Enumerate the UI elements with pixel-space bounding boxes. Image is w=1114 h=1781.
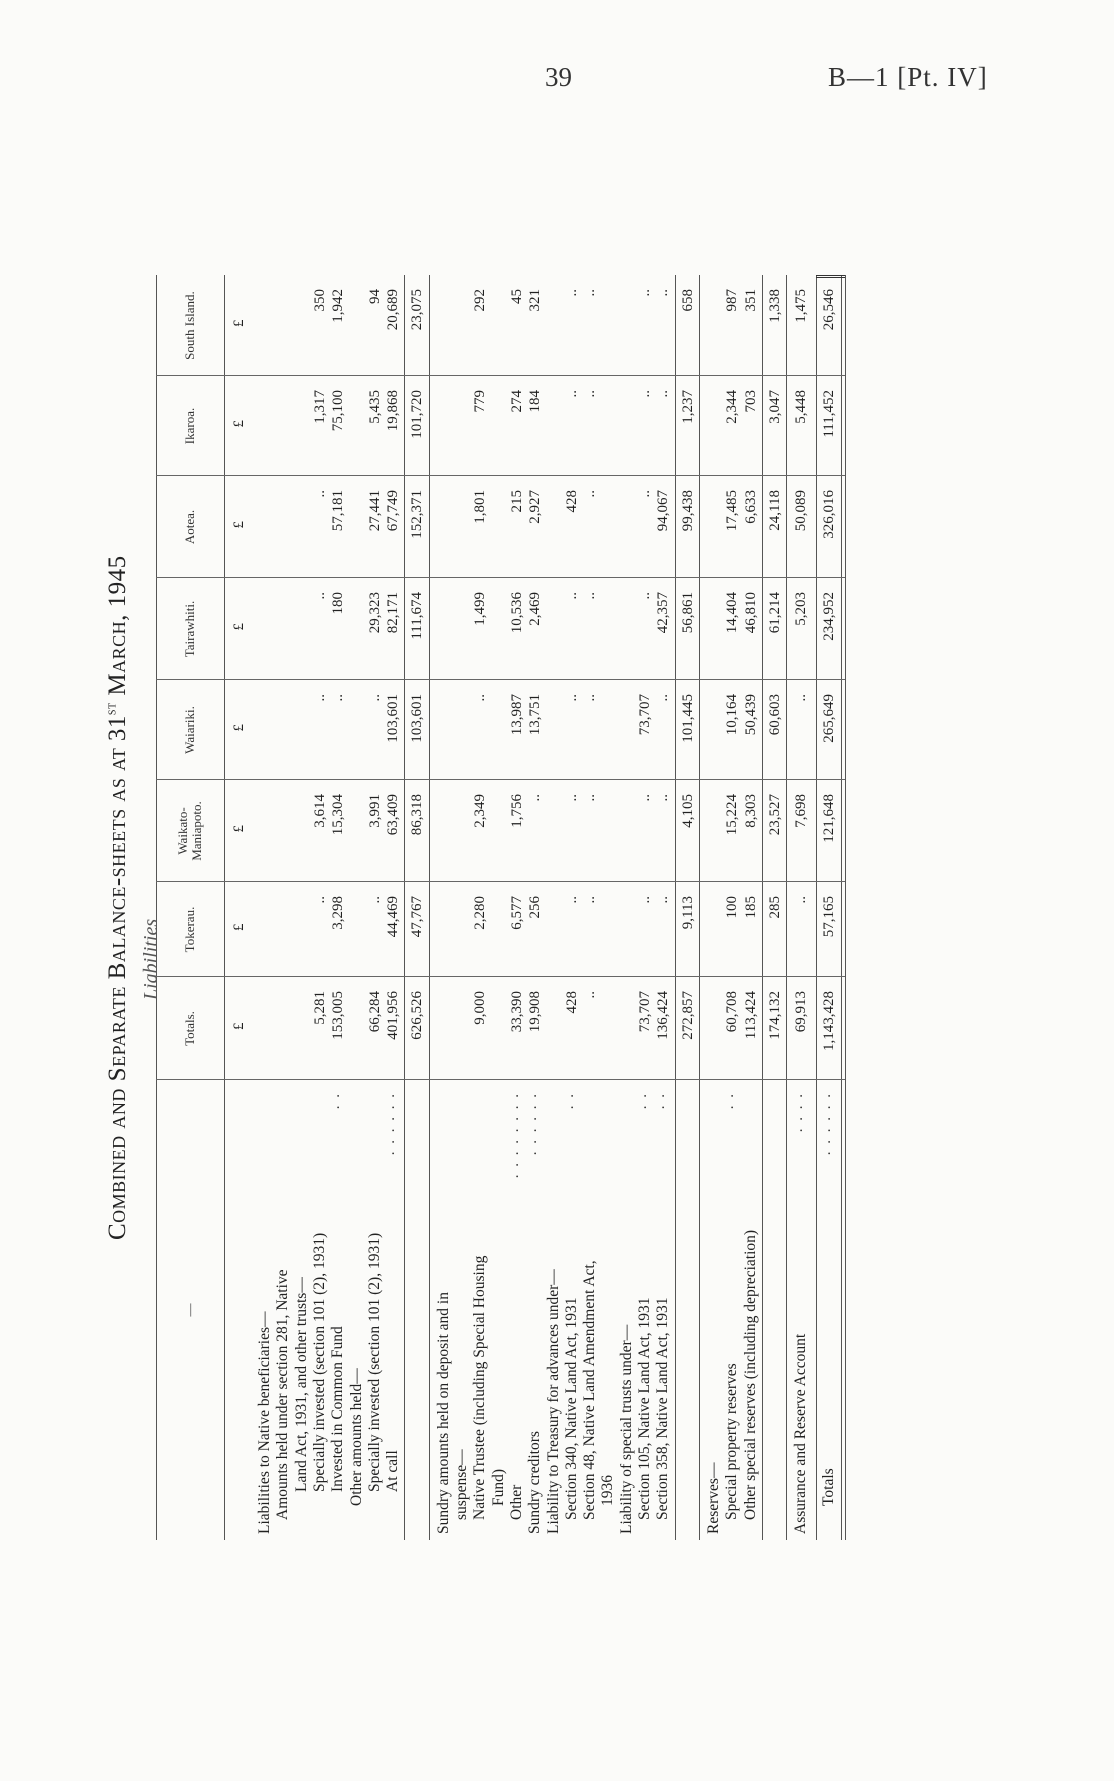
value-cell: ..	[655, 390, 672, 398]
column-rule	[156, 375, 845, 376]
value-cell: 136,424	[655, 991, 672, 1040]
value-cell: 428	[563, 991, 580, 1014]
row-label: suspense—	[453, 1449, 470, 1520]
value-cell: 73,707	[637, 694, 653, 736]
value-cell: ..	[366, 694, 383, 702]
leader-dots: . . . .	[790, 1092, 807, 1133]
value-cell: ..	[637, 490, 653, 498]
row-label: Native Trustee (including Special Housing	[471, 1255, 489, 1520]
subtotal-cell: 111,674	[409, 592, 426, 640]
total-cell: 234,952	[821, 592, 838, 641]
column-header: South Island.	[182, 291, 197, 360]
value-cell: ..	[582, 991, 599, 999]
value-cell: 57,181	[330, 490, 347, 532]
row-label: Assurance and Reserve Account	[792, 1333, 810, 1534]
value-cell: 1,317	[311, 390, 328, 424]
currency-symbol: £	[231, 521, 247, 529]
row-label: Sundry amounts held on deposit and in	[434, 1292, 452, 1534]
currency-symbol: £	[231, 923, 247, 931]
value-cell: 50,089	[793, 490, 810, 532]
column-header: Waikato-Maniapoto.	[175, 801, 204, 861]
value-cell: 351	[742, 289, 759, 312]
header-bottom-rule	[224, 275, 225, 1540]
subtotal-cell: 658	[679, 289, 696, 312]
value-cell: ..	[655, 896, 672, 904]
value-cell: ..	[655, 289, 672, 297]
currency-symbol: £	[231, 825, 247, 833]
value-cell: ..	[582, 390, 599, 398]
value-cell: ..	[582, 694, 599, 702]
value-cell: 14,404	[724, 592, 741, 634]
subtotal-cell: 56,861	[679, 592, 696, 634]
value-cell: ..	[793, 694, 810, 702]
value-cell: 5,448	[793, 390, 810, 424]
total-cell: 265,649	[821, 694, 838, 743]
subtotal-cell: 1,237	[679, 390, 696, 424]
subtotal-cell: 47,767	[409, 896, 426, 938]
rotated-balance-sheet	[82, 240, 982, 1540]
value-cell: 50,439	[742, 694, 759, 736]
subtotal-rule-bottom	[429, 275, 430, 1540]
subtotal-cell: 23,527	[766, 794, 783, 836]
column-header: Tairawhiti.	[182, 600, 197, 658]
value-cell: 19,908	[527, 991, 544, 1033]
value-cell: 15,224	[724, 794, 741, 836]
value-cell: 2,927	[527, 490, 544, 524]
subtotal-cell: 61,214	[766, 592, 783, 634]
value-cell: 33,390	[508, 991, 525, 1033]
value-cell: 46,810	[742, 592, 759, 634]
row-label: At call	[384, 1450, 402, 1492]
row-label: 1936	[599, 1475, 617, 1506]
value-cell: 7,698	[793, 794, 810, 828]
value-cell: ..	[637, 289, 653, 297]
subtotal-cell: 103,601	[409, 694, 426, 743]
total-cell: 121,648	[821, 794, 838, 843]
total-cell: 1,143,428	[821, 991, 838, 1051]
row-label: Other amounts held—	[347, 1368, 365, 1506]
value-cell: ..	[582, 490, 599, 498]
value-cell: 13,751	[527, 694, 544, 736]
value-cell: 69,913	[793, 991, 810, 1033]
row-label: Specially invested (section 101 (2), 1931)	[310, 1232, 328, 1492]
total-cell: 111,452	[821, 390, 838, 438]
total-cell: 26,546	[821, 289, 838, 331]
subtotal-cell: 86,318	[409, 794, 426, 836]
document-reference: B—1 [Pt. IV]	[828, 62, 988, 92]
value-cell: ..	[527, 794, 544, 802]
value-cell: 292	[472, 289, 489, 312]
subtotal-cell: 60,603	[766, 694, 783, 736]
value-cell: ..	[655, 694, 672, 702]
subtotal-rule	[404, 275, 405, 1540]
value-cell: 350	[311, 289, 328, 312]
column-rule	[156, 475, 845, 476]
value-cell: 100	[724, 896, 741, 919]
value-cell: 60,708	[724, 991, 741, 1033]
value-cell: ..	[330, 694, 347, 702]
value-cell: ..	[655, 794, 672, 802]
currency-symbol: £	[231, 319, 247, 327]
page-number: 39	[545, 62, 572, 92]
leader-dots: . . . . . .	[524, 1092, 541, 1156]
subtotal-cell: 1,338	[766, 289, 783, 323]
column-header: Tokerau.	[182, 906, 197, 953]
value-cell: 103,601	[385, 694, 402, 743]
column-rule	[156, 1079, 845, 1080]
currency-symbol: £	[231, 623, 247, 631]
value-cell: 13,987	[508, 694, 525, 736]
row-label: Section 340, Native Land Act, 1931	[562, 1297, 580, 1520]
value-cell: 10,164	[724, 694, 741, 736]
row-label: Liabilities to Native beneficiaries—	[256, 1311, 273, 1534]
value-cell: ..	[637, 794, 653, 802]
row-label: Liability of special trusts under—	[617, 1324, 635, 1534]
table-bottom-rule	[845, 275, 846, 1540]
row-label: Other special reserves (including depreciation)	[741, 1229, 759, 1520]
totals-rule-bottom	[841, 275, 842, 1540]
page-title	[104, 555, 132, 1240]
row-label: Reserves—	[704, 1462, 722, 1534]
subtitle: Liabilities	[140, 918, 162, 1000]
value-cell: 987	[724, 289, 741, 312]
row-label: Amounts held under section 281, Native	[274, 1269, 292, 1520]
value-cell: 1,499	[472, 592, 489, 626]
value-cell: 1,801	[472, 490, 489, 524]
subtotal-cell: 285	[766, 896, 783, 919]
row-label: Sundry creditors	[526, 1431, 544, 1534]
value-cell: 1,942	[330, 289, 347, 323]
subtotal-cell: 3,047	[766, 390, 783, 424]
column-header: Waiariki.	[182, 706, 197, 754]
value-cell: 2,344	[724, 390, 741, 424]
value-cell: 215	[508, 490, 525, 513]
value-cell: 42,357	[655, 592, 672, 634]
value-cell: 180	[330, 592, 347, 615]
row-label: Liability to Treasury for advances under—	[544, 1269, 562, 1534]
value-cell: ..	[311, 896, 328, 904]
totals-rule	[816, 275, 817, 1540]
table-end-double-rule	[816, 275, 844, 278]
value-cell: 321	[527, 289, 544, 312]
subtotal-cell: 101,445	[679, 694, 696, 743]
subtotal-rule-bottom	[699, 275, 700, 1540]
value-cell: ..	[637, 390, 653, 398]
value-cell: 6,633	[742, 490, 759, 524]
row-label: Section 105, Native Land Act, 1931	[636, 1297, 653, 1520]
value-cell: 274	[508, 390, 525, 413]
value-cell: ..	[366, 896, 383, 904]
column-rule	[156, 679, 845, 680]
value-cell: 75,100	[330, 390, 347, 432]
leader-dots: . .	[652, 1092, 669, 1110]
title-main: Combined and Separate Balance-sheets as at 31	[104, 715, 131, 1240]
total-cell: 57,165	[821, 896, 838, 938]
total-cell: 326,016	[821, 490, 838, 539]
value-cell: 94,067	[655, 490, 672, 532]
value-cell: 5,203	[793, 592, 810, 626]
leader-dots: . .	[560, 1092, 577, 1110]
value-cell: ..	[563, 694, 580, 702]
value-cell: ..	[793, 896, 810, 904]
value-cell: 10,536	[508, 592, 525, 634]
value-cell: 185	[742, 896, 759, 919]
value-cell: ..	[563, 592, 580, 600]
value-cell: 184	[527, 390, 544, 413]
value-cell: ..	[582, 592, 599, 600]
value-cell: 45	[508, 289, 525, 304]
subtotal-cell: 174,132	[766, 991, 783, 1040]
value-cell: 19,868	[385, 390, 402, 432]
row-label: Other	[507, 1484, 525, 1520]
subtotal-rule-bottom	[786, 275, 787, 1540]
subtotal-cell: 626,526	[409, 991, 426, 1040]
value-cell: 17,485	[724, 490, 741, 532]
value-cell: 3,298	[330, 896, 347, 930]
value-cell: 20,689	[385, 289, 402, 331]
leader-dots: . . . . . .	[382, 1092, 399, 1156]
row-label: Section 48, Native Land Amendment Act,	[581, 1260, 599, 1520]
value-cell: ..	[563, 896, 580, 904]
value-cell: 2,349	[472, 794, 489, 828]
leader-dots: . .	[327, 1092, 344, 1110]
column-rule	[156, 881, 845, 882]
value-cell: 1,756	[508, 794, 525, 828]
column-rule	[156, 577, 845, 578]
subtotal-cell: 272,857	[679, 991, 696, 1040]
value-cell: ..	[311, 490, 328, 498]
value-cell: 8,303	[742, 794, 759, 828]
value-cell: 153,005	[330, 991, 347, 1040]
value-cell: ..	[563, 289, 580, 297]
value-cell: 44,469	[385, 896, 402, 938]
title-rest: March, 1945	[104, 555, 131, 703]
value-cell: 82,171	[385, 592, 402, 634]
subtotal-cell: 24,118	[766, 490, 783, 531]
leader-dots: . . . . . . . .	[505, 1092, 522, 1179]
totals-label: Totals	[820, 1468, 838, 1506]
value-cell: ..	[311, 592, 328, 600]
value-cell: ..	[311, 694, 328, 702]
value-cell: ..	[582, 794, 599, 802]
subtotal-cell: 99,438	[679, 490, 696, 532]
value-cell: 94	[366, 289, 383, 304]
column-header-particulars: —	[182, 1303, 197, 1317]
column-header: Ikaroa.	[182, 407, 197, 445]
value-cell: 113,424	[742, 991, 759, 1040]
row-label: Fund)	[489, 1468, 507, 1506]
currency-symbol: £	[231, 724, 247, 732]
leader-dots: . .	[634, 1092, 650, 1110]
column-rule	[156, 976, 845, 977]
value-cell: 703	[742, 390, 759, 413]
column-header: Aotea.	[182, 509, 197, 545]
value-cell: 9,000	[472, 991, 489, 1025]
title-ordinal: st	[104, 702, 120, 716]
value-cell: ..	[582, 289, 599, 297]
value-cell: 27,441	[366, 490, 383, 532]
value-cell: 73,707	[637, 991, 653, 1033]
value-cell: 2,280	[472, 896, 489, 930]
value-cell: 67,749	[385, 490, 402, 532]
row-label: Land Act, 1931, and other trusts—	[292, 1277, 310, 1492]
row-label: Section 358, Native Land Act, 1931	[654, 1297, 672, 1520]
value-cell: 15,304	[330, 794, 347, 836]
value-cell: 428	[563, 490, 580, 513]
subtotal-cell: 23,075	[409, 289, 426, 331]
value-cell: ..	[637, 896, 653, 904]
value-cell: ..	[472, 694, 489, 702]
value-cell: 29,323	[366, 592, 383, 634]
value-cell: 66,284	[366, 991, 383, 1033]
row-label: Invested in Common Fund	[329, 1326, 347, 1492]
value-cell: 779	[472, 390, 489, 413]
value-cell: 1,475	[793, 289, 810, 323]
value-cell: ..	[563, 794, 580, 802]
value-cell: ..	[637, 592, 653, 600]
subtotal-cell: 4,105	[679, 794, 696, 828]
value-cell: 2,469	[527, 592, 544, 626]
subtotal-cell: 152,371	[409, 490, 426, 539]
value-cell: ..	[582, 896, 599, 904]
value-cell: 3,991	[366, 794, 383, 828]
column-rule	[156, 779, 845, 780]
subtotal-cell: 101,720	[409, 390, 426, 439]
column-header: Totals.	[182, 1011, 197, 1046]
subtotal-rule	[762, 275, 763, 1540]
value-cell: ..	[563, 390, 580, 398]
leader-dots: . . . . . .	[818, 1092, 835, 1156]
subtotal-cell: 9,113	[679, 896, 696, 930]
value-cell: 5,281	[311, 991, 328, 1025]
currency-symbol: £	[231, 420, 247, 428]
value-cell: 3,614	[311, 794, 328, 828]
value-cell: 5,435	[366, 390, 383, 424]
subtotal-rule	[675, 275, 676, 1540]
row-label: Special property reserves	[723, 1363, 741, 1520]
currency-symbol: £	[231, 1022, 247, 1030]
value-cell: 6,577	[508, 896, 525, 930]
value-cell: 401,956	[385, 991, 402, 1040]
row-label: Specially invested (section 101 (2), 1931)	[365, 1232, 383, 1492]
value-cell: 256	[527, 896, 544, 919]
value-cell: 63,409	[385, 794, 402, 836]
leader-dots: . .	[721, 1092, 738, 1110]
